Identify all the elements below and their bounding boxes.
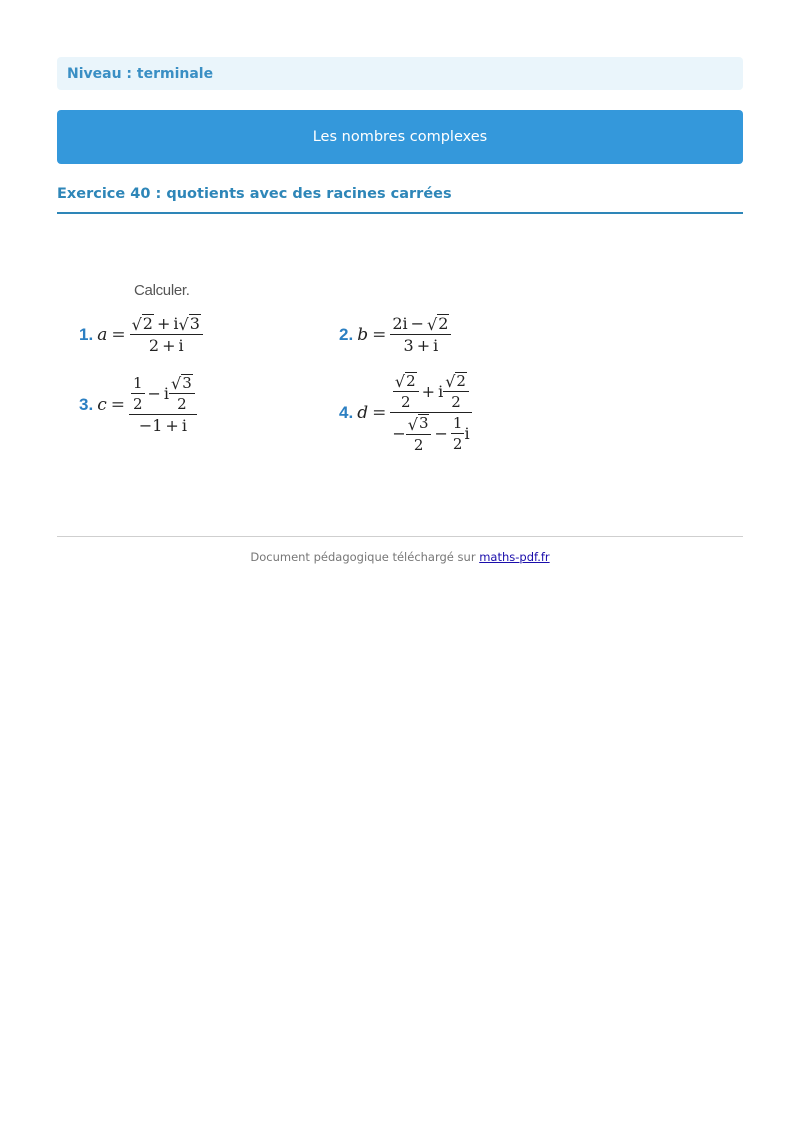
question-4: [339, 372, 472, 454]
exercise-title: Exercice 40 : quotients avec des racines carrées: [57, 186, 452, 202]
chapter-banner: [57, 110, 743, 164]
question-2: [339, 314, 451, 355]
fraction: [390, 372, 471, 454]
numerator: √ 2 2 + i √ 2 2: [391, 372, 471, 411]
numerator: $\frac{1}{2}$ − i √ 3 2: [129, 374, 197, 413]
fraction-bar: [130, 334, 203, 335]
square-root: √ 2: [131, 314, 153, 335]
numerator: 2i − √ 2: [392, 314, 449, 335]
question-variable: d: [357, 402, 369, 423]
square-root: √ 3: [171, 374, 192, 394]
footer-text: Document pédagogique téléchargé sur: [250, 550, 480, 564]
denominator: 2 + i: [148, 336, 184, 356]
equals-sign: =: [372, 324, 387, 345]
fraction: [130, 314, 203, 355]
footer-divider: [57, 536, 743, 537]
level-indicator: [57, 57, 743, 90]
denominator: 3 + i: [403, 336, 439, 356]
instruction-text: Calculer.: [134, 282, 190, 299]
fraction-bar: [390, 412, 471, 413]
fraction: [390, 314, 451, 355]
square-root: √ 3: [407, 414, 429, 434]
question-number: 4.: [339, 402, 354, 422]
question-variable: a: [97, 324, 108, 345]
question-variable: b: [357, 324, 369, 345]
fraction: √ 3 2: [169, 374, 195, 413]
fraction: [129, 374, 197, 435]
fraction: √ 2 2: [443, 372, 469, 411]
denominator: −1 + i: [138, 416, 187, 436]
footer-link[interactable]: maths-pdf.fr: [479, 550, 550, 564]
footer: [0, 550, 800, 564]
denominator: − √ 3 2 − $\frac{1}{2}$ i: [392, 414, 470, 454]
question-number: 2.: [339, 324, 354, 344]
level-text: Niveau : terminale: [67, 65, 214, 82]
square-root: √ 2: [427, 314, 449, 335]
question-3: [79, 374, 197, 435]
question-variable: c: [97, 394, 107, 415]
equals-sign: =: [110, 394, 125, 415]
exercise-content: [75, 270, 525, 470]
numerator: √ 2 + i √ 3: [131, 314, 200, 335]
fraction: √ 3 2: [406, 414, 432, 453]
chapter-title: Les nombres complexes: [312, 129, 488, 145]
question-number: 3.: [79, 394, 94, 414]
square-root: √ 2: [445, 372, 466, 392]
fraction-bar: [129, 414, 197, 415]
equals-sign: =: [372, 402, 387, 423]
square-root: √ 2: [394, 372, 416, 392]
exercise-title-divider: [57, 212, 743, 214]
equals-sign: =: [111, 324, 126, 345]
square-root: √ 3: [178, 314, 200, 335]
question-1: [79, 314, 203, 355]
fraction: $\frac{1}{2}$: [132, 374, 143, 414]
fraction: √ 2 2: [393, 372, 419, 411]
fraction: $\frac{1}{2}$: [452, 414, 463, 454]
question-number: 1.: [79, 324, 94, 344]
fraction-bar: [390, 334, 451, 335]
